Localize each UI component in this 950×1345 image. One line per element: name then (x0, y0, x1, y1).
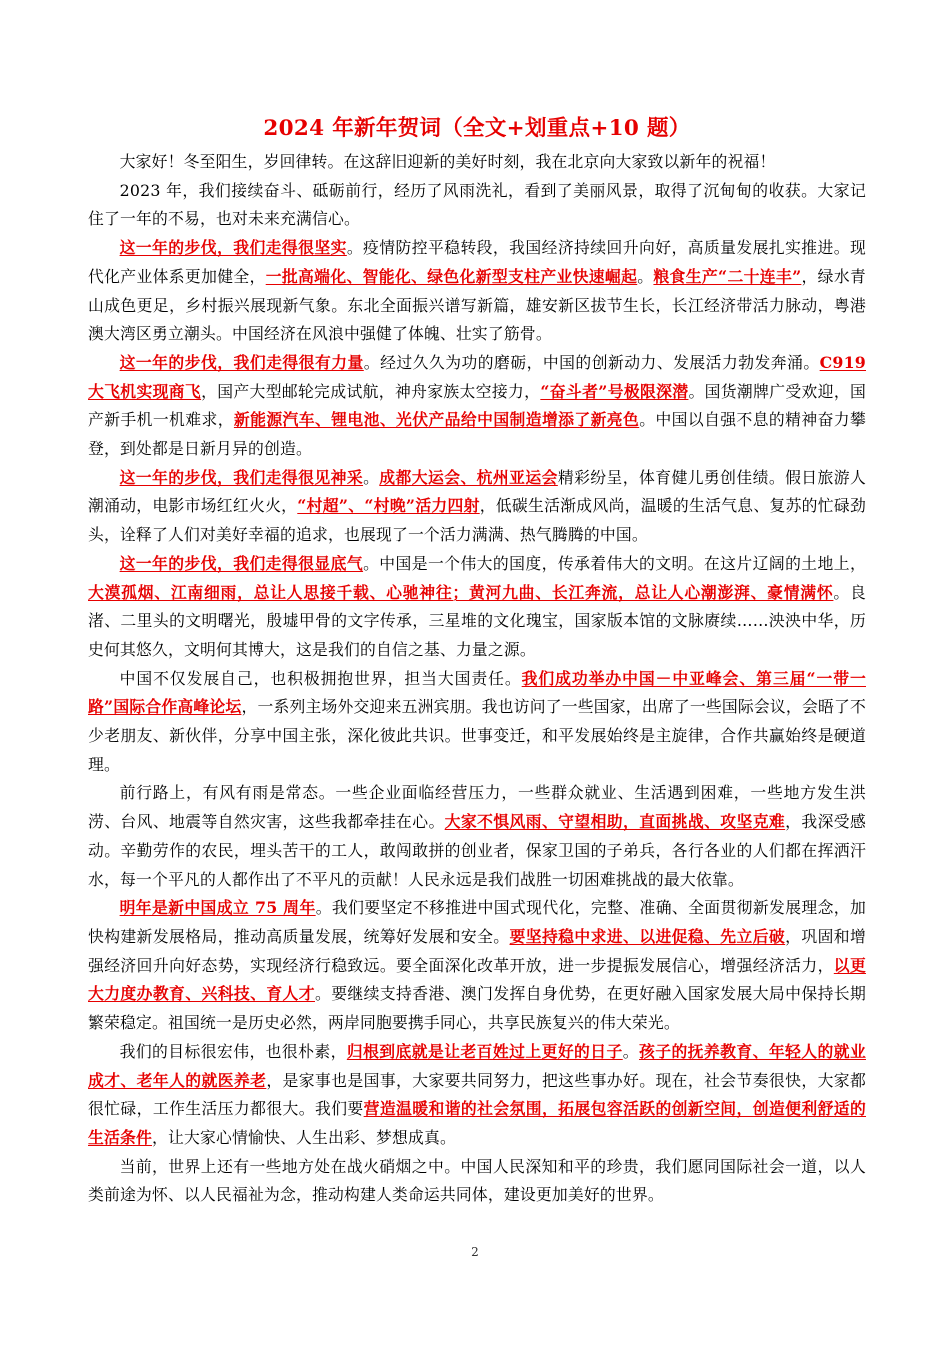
paragraph (88, 550, 866, 665)
paragraph-text: 。 (622, 1041, 639, 1061)
highlighted-key-phrase: 营造温暖和谐的社会氛围，拓展包容活跃的创新空间，创造便利舒适的生活条件 (88, 1099, 867, 1147)
paragraph-text: ，让大家心情愉快、人生出彩、梦想成真。 (152, 1127, 456, 1147)
highlighted-key-phrase: 我们成功举办中国－中亚峰会、第三届“一带一路”国际合作高峰论坛 (88, 668, 866, 717)
paragraph-text: 2023 年，我们接续奋斗、砥砺前行，经历了风雨洗礼，看到了美丽风景，取得了沉甸甸的收获。大家记住了一年的不易，也对未来充满信心。 (88, 180, 866, 229)
paragraph (88, 894, 866, 1038)
highlighted-key-phrase: 成都大运会、杭州亚运会 (379, 467, 558, 487)
highlighted-key-phrase: 大家不惧风雨、守望相助，直面挑战、攻坚克难 (444, 812, 786, 832)
highlighted-key-phrase: 这一年的步伐，我们走得很见神采 (119, 467, 364, 487)
highlighted-key-phrase: 粮食生产“二十连丰” (653, 266, 802, 286)
highlighted-key-phrase: 新能源汽车、锂电池、光伏产品给中国制造增添了新亮色 (233, 410, 640, 430)
paragraph-text: 。我们要坚定不移推进中国式现代化，完整、准确、全面贯彻新发展理念，加快构建新发展格局，推动高质量发展，统筹好发展和安全。 (88, 898, 866, 946)
paragraph-text: 当前，世界上还有一些地方处在战火硝烟之中。中国人民深知和平的珍贵，我们愿同国际社会一道，以人类前途为怀、以人民福祉为念，推动构建人类命运共同体，建设更加美好的世界。 (88, 1156, 866, 1205)
paragraph (88, 234, 866, 349)
paragraph (88, 1153, 866, 1210)
paragraph-text: ，是家事也是国事，大家要共同努力，把这些事办好。现在，社会节奏很快，大家都很忙碌，工作生活压力都很大。我们要 (88, 1070, 866, 1119)
paragraph-text: 精彩纷呈，体育健儿勇创佳绩。假日旅游人潮涌动，电影市场红红火火， (88, 467, 866, 516)
paragraph-text: ，国产大型邮轮完成试航，神舟家族太空接力， (201, 381, 541, 401)
highlighted-key-phrase: 这一年的步伐，我们走得很显底气 (119, 553, 364, 573)
paragraph (88, 464, 866, 550)
paragraph-text: ，低碳生活渐成风尚，温暖的生活气息、复苏的忙碌劲头，诠释了人们对美好幸福的追求，也展现了一个活力满满、热气腾腾的中国。 (88, 496, 866, 545)
document-body (88, 148, 866, 1210)
paragraph-text: 。疫情防控平稳转段，我国经济持续回升向好，高质量发展扎实推进。现代化产业体系更加健全， (88, 238, 866, 286)
paragraph-text: 。 (363, 467, 380, 487)
paragraph (88, 148, 866, 177)
paragraph-text: ，巩固和增强经济回升向好态势，实现经济行稳致远。要全面深化改革开放，进一步提振发展信心，增强经济活力， (88, 926, 867, 975)
highlighted-key-phrase: 以更大力度办教育、兴科技、育人才 (88, 955, 867, 1004)
paragraph-text: 。良渚、二里头的文明曙光，殷墟甲骨的文字传承，三星堆的文化瑰宝，国家版本馆的文脉赓续……泱泱中华，历史何其悠久，文明何其博大，这是我们的自信之基、力量之源。 (88, 582, 866, 659)
paragraph-text: ，绿水青山成色更足，乡村振兴展现新气象。东北全面振兴谱写新篇，雄安新区拔节生长，长江经济带活力脉动，粤港澳大湾区勇立潮头。中国经济在风浪中强健了体魄、壮实了筋骨。 (88, 266, 866, 344)
highlighted-key-phrase: “奋斗者”号极限深潜 (540, 381, 689, 401)
paragraph-text: 前行路上，有风有雨是常态。一些企业面临经营压力，一些群众就业、生活遇到困难，一些地方发生洪涝、台风、地震等自然灾害，这些我都牵挂在心。 (88, 783, 866, 832)
paragraph-text: 。国货潮牌广受欢迎，国产新手机一机难求， (88, 381, 867, 430)
paragraph-text: ，一系列主场外交迎来五洲宾朋。我也访问了一些国家，出席了一些国际会议，会晤了不少老朋友、新伙伴，分享中国主张，深化彼此共识。世事变迁，和平发展始终是主旋律，合作共赢始终是硬道理。 (88, 697, 866, 774)
paragraph-text: ，我深受感动。辛勤劳作的农民，埋头苦干的工人，敢闯敢拼的创业者，保家卫国的子弟兵，各行各业的人们都在挥洒汗水，每一个平凡的人都作出了不平凡的贡献！人民永远是我们战胜一切困难挑战的最大依靠。 (88, 812, 866, 889)
highlighted-key-phrase: 这一年的步伐，我们走得很有力量 (119, 352, 364, 372)
highlighted-key-phrase: 归根到底就是让老百姓过上更好的日子 (346, 1041, 623, 1061)
paragraph (88, 1038, 866, 1153)
paragraph-text: 。经过久久为功的磨砺，中国的创新动力、发展活力勃发奔涌。 (363, 352, 820, 372)
paragraph-text: 。中国以自强不息的精神奋力攀登，到处都是日新月异的创造。 (88, 410, 866, 459)
highlighted-key-phrase: C919 大飞机实现商飞 (88, 352, 866, 401)
paragraph-text: 。要继续支持香港、澳门发挥自身优势，在更好融入国家发展大局中保持长期繁荣稳定。祖国统一是历史必然，两岸同胞要携手同心，共享民族复兴的伟大荣光。 (88, 984, 866, 1033)
paragraph (88, 177, 866, 234)
highlighted-key-phrase: 明年是新中国成立 75 周年 (119, 898, 316, 918)
document-page (88, 112, 866, 1210)
paragraph-text: 我们的目标很宏伟，也很朴素， (119, 1041, 347, 1061)
highlighted-key-phrase: “村超”、“村晚”活力四射 (297, 496, 480, 516)
paragraph (88, 779, 866, 894)
page-number: 2 (471, 1245, 479, 1259)
document-title: 2024 年新年贺词（全文+划重点+10 题） (263, 116, 691, 141)
paragraph-text: 中国不仅发展自己，也积极拥抱世界，担当大国责任。 (119, 668, 522, 688)
highlighted-key-phrase: 要坚持稳中求进、以进促稳、先立后破 (509, 926, 786, 946)
paragraph-text: 。中国是一个伟大的国度，传承着伟大的文明。在这片辽阔的土地上， (363, 553, 866, 573)
paragraph-text: 大家好！冬至阳生，岁回律转。在这辞旧迎新的美好时刻，我在北京向大家致以新年的祝福！ (119, 152, 776, 171)
highlighted-key-phrase: 这一年的步伐，我们走得很坚实 (119, 238, 347, 258)
highlighted-key-phrase: 大漠孤烟、江南细雨，总让人思接千载、心驰神往；黄河九曲、长江奔流，总让人心潮澎湃、豪情满怀 (88, 582, 834, 602)
paragraph (88, 349, 866, 464)
highlighted-key-phrase: 一批高端化、智能化、绿色化新型支柱产业快速崛起 (265, 266, 638, 286)
paragraph (88, 665, 866, 780)
paragraph-text: 。 (637, 266, 654, 286)
highlighted-key-phrase: 孩子的抚养教育、年轻人的就业成才、老年人的就医养老 (88, 1041, 866, 1090)
